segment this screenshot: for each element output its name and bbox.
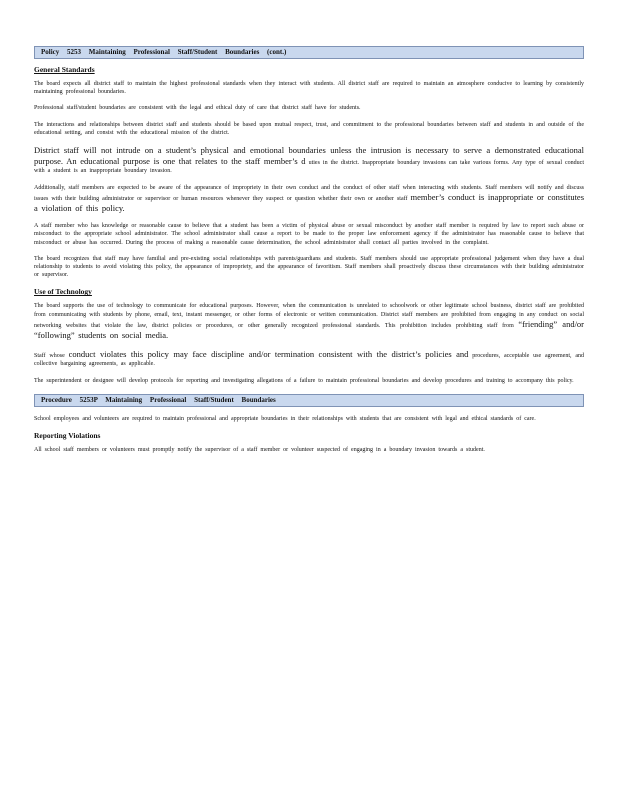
section-heading-technology: Use of Technology (34, 287, 92, 297)
policy-header-band (34, 46, 584, 59)
paragraph: The board expects all district staff to maintain the highest professional standards when they interact with students. All district staff are required to maintain an atmosphere conducive to learning by consistently maintaining professional boundaries. (34, 81, 584, 96)
policy-header-text: Policy 5253 Maintaining Professional Staff/Student Boundaries (cont.) (41, 48, 287, 56)
paragraph-mixed: The board supports the use of technology to communicate for educational purposes. However, when the communication is unrelated to schoolwork or other legitimate school business, district staff are prohibited from communicating with students by phone, email, text, instant messenger, or other forms of electronic or written communication. District staff members are prohibited from engaging in any conduct on social networking websites that violate the law, district policies or procedures, or other generally recognized professional standards. This prohibition includes prohibiting staff from “friending” and/or “following” students on social media. (34, 303, 585, 341)
paragraph: The superintendent or designee will develop protocols for reporting and investigating allegations of a failure to maintain professional boundaries and develop procedures and training to accompany this policy. (34, 377, 574, 384)
procedure-header-band (34, 394, 584, 407)
section-heading-general: General Standards (34, 65, 95, 74)
paragraph: A staff member who has knowledge or reasonable cause to believe that a student has been a victim of physical abuse or sexual misconduct by another staff member is required by law to report such abuse or misconduct to the appropriate school administrator. The school administrator shall cause a report to be made to the proper law enforcement agency if the administrator has reasonable cause to believe that misconduct or abuse has occurred. During the process of making a reasonable cause determination, the school administrator shall contact all parties involved in the complaint. (34, 223, 584, 246)
procedure-header-text: Procedure 5253P Maintaining Professional Staff/Student Boundaries (41, 395, 276, 404)
document-page (34, 46, 584, 454)
paragraph: The board recognizes that staff may have familial and pre-existing social relationships with parents/guardians and students. Staff members should use appropriate professional judgement when they have a dual relationship to students to avoid violating this policy, the appearance of impropriety, and the appearance of favoritism. Staff members shall proactively discuss these circumstances with their building administrator or supervisor. (34, 255, 584, 279)
paragraph-mixed: District staff will not intrude on a student’s physical and emotional boundaries unless the intrusion is necessary to serve a demonstrated educational purpose. An educational purpose is one that relates to the staff member’s d uties in the district. Inappropriate boundary invasions can take various forms. Any type of sexual conduct with a student is an inappropriate boundary invasion. (34, 145, 584, 175)
paragraph-mixed: Additionally, staff members are expected to be aware of the appearance of impropriety in their own conduct and the conduct of other staff when interacting with students. Staff members will notify and discuss issues with their building administrator or supervisor or human resources whenever they suspect or question whether their own or another staff member’s conduct is inappropriate or constitutes a violation of this policy. (34, 184, 585, 214)
paragraph: All school staff members or volunteers must promptly notify the supervisor of a staff member or volunteer suspected of engaging in a boundary invasion towards a student. (34, 447, 485, 454)
section-heading-reporting: Reporting Violations (34, 431, 101, 441)
paragraph: Professional staff/student boundaries are consistent with the legal and ethical duty of care that district staff have for students. (34, 105, 361, 112)
paragraph-mixed: Staff whose conduct violates this policy may face discipline and/or termination consistent with the district’s policies and procedures, acceptable use agreement, and collective bargaining agreements, as applicable. (34, 349, 585, 368)
paragraph: School employees and volunteers are required to maintain professional and appropriate boundaries in their relationships with students that are consistent with legal and ethical standards of care. (34, 415, 536, 422)
paragraph: The interactions and relationships between district staff and students should be based upon mutual respect, trust, and commitment to the professional boundaries between staff and students in and outside of the educational setting, and consist with the educational mission of the district. (34, 121, 584, 136)
